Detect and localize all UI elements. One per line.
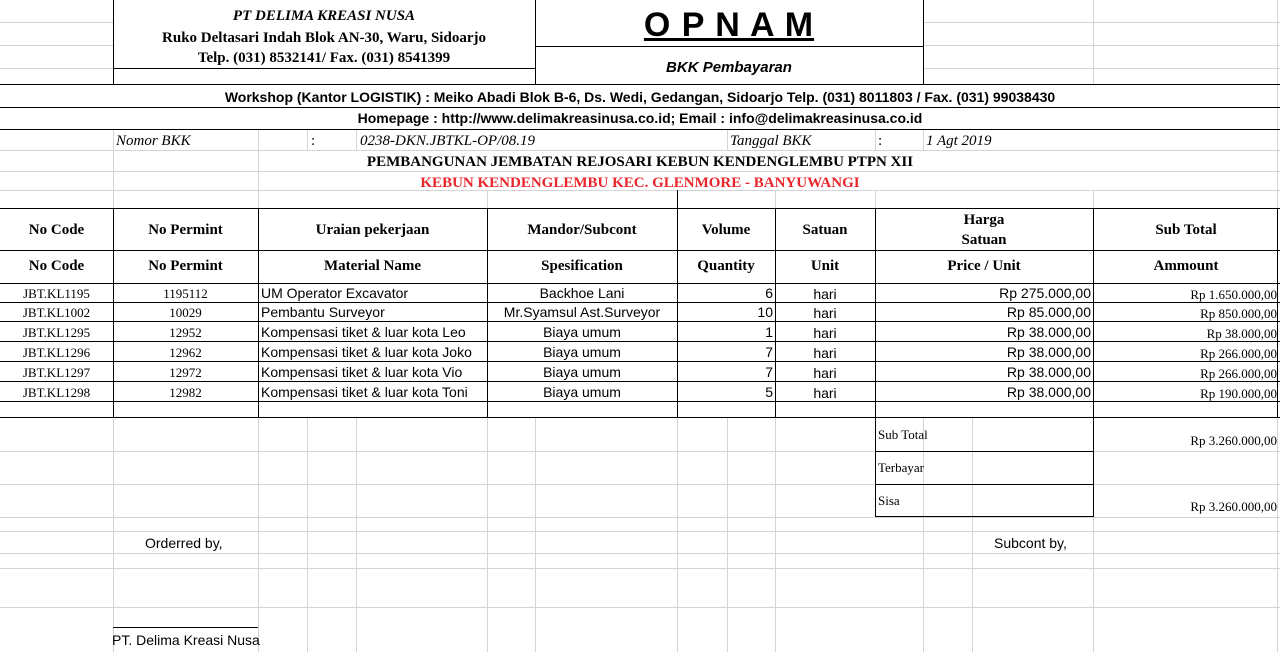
row-code: JBT.KL1296: [22, 345, 91, 360]
row-subtotal: Rp 190.000,00: [1200, 386, 1277, 401]
row-qty: 5: [765, 384, 773, 400]
row-price: Rp 38.000,00: [1006, 364, 1091, 380]
header-uraian: Uraian pekerjaan: [315, 222, 430, 238]
row-code: JBT.KL1295: [22, 325, 91, 340]
header2-quantity: Quantity: [697, 258, 755, 274]
header-harga: Harga: [963, 212, 1005, 228]
row-qty: 7: [765, 344, 773, 360]
summary-terbayar-label: Terbayar: [878, 460, 925, 475]
summary-sisa-label: Sisa: [878, 493, 900, 508]
row-code: JBT.KL1195: [23, 286, 90, 301]
row-permint: 10029: [169, 305, 202, 320]
company-phone: Telp. (031) 8532141/ Fax. (031) 8541399: [197, 50, 451, 66]
row-subtotal: Rp 1.650.000,00: [1190, 287, 1277, 302]
row-unit: hari: [813, 286, 837, 302]
ordered-by-label: Orderred by,: [145, 535, 223, 551]
summary-subtotal-label: Sub Total: [878, 427, 928, 442]
row-mandor: Mr.Syamsul Ast.Surveyor: [503, 304, 661, 320]
row-permint: 1195112: [163, 286, 208, 301]
row-price: Rp 38.000,00: [1006, 384, 1091, 400]
row-price: Rp 275.000,00: [999, 285, 1091, 301]
row-unit: hari: [813, 325, 837, 341]
header2-amount: Ammount: [1153, 258, 1219, 274]
row-permint: 12962: [169, 345, 202, 360]
summary-subtotal-value: Rp 3.260.000,00: [1190, 433, 1277, 448]
row-uraian: Kompensasi tiket & luar kota Toni: [261, 384, 468, 400]
row-mandor: Backhoe Lani: [539, 285, 625, 301]
nomor-bkk-value: 0238-DKN.JBTKL-OP/08.19: [360, 133, 536, 149]
header2-spesification: Spesification: [541, 258, 623, 274]
header2-no-code: No Code: [28, 258, 85, 274]
row-unit: hari: [813, 305, 837, 321]
row-uraian: Kompensasi tiket & luar kota Joko: [261, 344, 472, 360]
row-mandor: Biaya umum: [543, 324, 621, 340]
header2-no-permint: No Permint: [148, 258, 223, 274]
tanggal-bkk-value: 1 Agt 2019: [926, 133, 992, 149]
header-harga-satuan: Satuan: [961, 232, 1007, 248]
summary-sisa-value: Rp 3.260.000,00: [1190, 499, 1277, 514]
company-address: Ruko Deltasari Indah Blok AN-30, Waru, Sidoarjo: [162, 30, 486, 46]
row-price: Rp 38.000,00: [1006, 344, 1091, 360]
row-permint: 12952: [169, 325, 202, 340]
project-location: KEBUN KENDENGLEMBU KEC. GLENMORE - BANYUWANGI: [420, 175, 860, 191]
row-subtotal: Rp 38.000,00: [1206, 326, 1277, 341]
row-mandor: Biaya umum: [543, 344, 621, 360]
header-mandor: Mandor/Subcont: [527, 222, 637, 238]
row-code: JBT.KL1002: [22, 305, 91, 320]
header2-unit: Unit: [810, 258, 840, 274]
signature-company-name: PT. Delima Kreasi Nusa: [112, 632, 260, 648]
tanggal-bkk-label: Tanggal BKK: [730, 133, 812, 149]
homepage-email: Homepage : http://www.delimakreasinusa.co.id; Email : info@delimakreasinusa.co.id: [357, 110, 923, 126]
row-unit: hari: [813, 385, 837, 401]
row-mandor: Biaya umum: [543, 364, 621, 380]
subcont-by-label: Subcont by,: [994, 535, 1067, 551]
row-uraian: Kompensasi tiket & luar kota Vio: [261, 364, 463, 380]
row-qty: 6: [765, 285, 773, 301]
document-title: O P N A M: [643, 6, 815, 44]
row-qty: 10: [757, 304, 773, 320]
row-unit: hari: [813, 345, 837, 361]
header-volume: Volume: [701, 222, 751, 238]
row-code: JBT.KL1298: [22, 385, 91, 400]
workshop-address: Workshop (Kantor LOGISTIK) : Meiko Abadi Blok B-6, Ds. Wedi, Gedangan, Sidoarjo Telp. (031) 8011803 / Fax. (031) 99038430: [224, 89, 1056, 105]
row-uraian: Kompensasi tiket & luar kota Leo: [261, 324, 466, 340]
header-satuan: Satuan: [802, 222, 848, 238]
row-unit: hari: [813, 365, 837, 381]
document-subtitle: BKK Pembayaran: [666, 59, 792, 76]
row-permint: 12972: [169, 365, 202, 380]
row-qty: 7: [765, 364, 773, 380]
row-uraian: UM Operator Excavator: [261, 285, 409, 301]
project-title: PEMBANGUNAN JEMBATAN REJOSARI KEBUN KENDENGLEMBU PTPN XII: [366, 154, 914, 170]
row-mandor: Biaya umum: [543, 384, 621, 400]
row-price: Rp 38.000,00: [1006, 324, 1091, 340]
tanggal-colon: :: [878, 133, 883, 149]
header-sub-total: Sub Total: [1155, 222, 1217, 238]
nomor-bkk-label: Nomor BKK: [116, 133, 191, 149]
header-no-code: No Code: [28, 222, 85, 238]
row-subtotal: Rp 850.000,00: [1200, 306, 1277, 321]
row-permint: 12982: [169, 385, 202, 400]
header2-material-name: Material Name: [323, 258, 422, 274]
row-qty: 1: [765, 324, 773, 340]
row-price: Rp 85.000,00: [1006, 304, 1091, 320]
row-subtotal: Rp 266.000,00: [1200, 346, 1277, 361]
row-code: JBT.KL1297: [22, 365, 91, 380]
header-no-permint: No Permint: [148, 222, 223, 238]
row-uraian: Pembantu Surveyor: [261, 304, 385, 320]
row-subtotal: Rp 266.000,00: [1200, 366, 1277, 381]
nomor-colon: :: [311, 133, 316, 149]
company-name: PT DELIMA KREASI NUSA: [232, 8, 416, 24]
header2-price-unit: Price / Unit: [947, 258, 1021, 274]
